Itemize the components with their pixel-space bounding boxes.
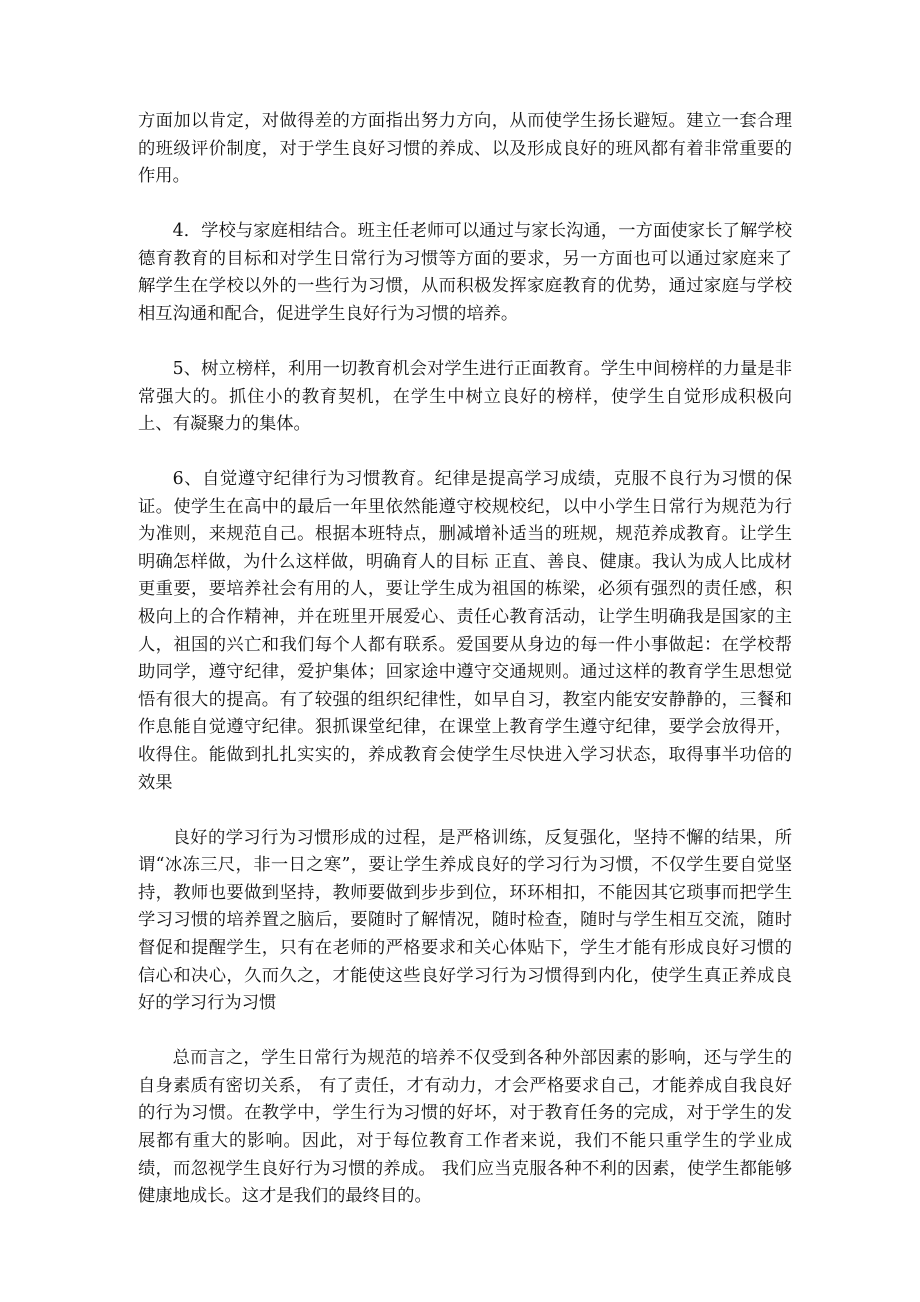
paragraph-role-model: 5、树立榜样，利用一切教育机会对学生进行正面教育。学生中间榜样的力量是非常强大的。抓住小的教育契机，在学生中树立良好的榜样，使学生自觉形成积极向上、有凝聚力的集体。 <box>138 358 792 435</box>
paragraph-discipline: 6、自觉遵守纪律行为习惯教育。纪律是提高学习成绩，克服不良行为习惯的保证。使学生在高中的最后一年里依然能遵守校规校纪，以中小学生日常行为规范为行为准则，来规范自己。根据本班特点，删减增补适当的班规，规范养成教育。让学生明确怎样做，为什么这样做，明确育人的目标 正直、善良、健康。我认为成人比成材更重要，要培养社会有用的人，要让学生成为祖国的栋梁，必须有强烈的责任感，积极向上的合作精神，并在班里开展爱心、责任心教育活动，让学生明确我是国家的主人，祖国的兴亡和我们每个人都有联系。爱国要从身边的每一件小事做起：在学校帮助同学，遵守纪律，爱护集体；回家途中遵守交通规则。通过这样的教育学生思想觉悟有很大的提高。有了较强的组织纪律性，如早自习，教室内能安安静静的，三餐和作息能自觉遵守纪律。狠抓课堂纪律，在课堂上教育学生遵守纪律，要学会放得开，收得住。能做到扎扎实实的，养成教育会使学生尽快进入学习状态，取得事半功倍的效果 <box>138 469 792 793</box>
document-body <box>138 108 792 1238</box>
paragraph-study-habits: 良好的学习行为习惯形成的过程，是严格训练，反复强化，坚持不懈的结果，所谓“冰冻三尺，非一日之寒”，要让学生养成良好的学习行为习惯，不仅学生要自觉坚持，教师也要做到坚持，教师要做到步步到位，环环相扣，不能因其它琐事而把学生学习习惯的培养置之脑后，要随时了解情况，随时检查，随时与学生相互交流，随时督促和提醒学生，只有在老师的严格要求和关心体贴下，学生才能有形成良好习惯的信心和决心，久而久之，才能使这些良好学习行为习惯得到内化，使学生真正养成良好的学习行为习惯 <box>138 827 792 1014</box>
paragraph-school-family: 4．学校与家庭相结合。班主任老师可以通过与家长沟通，一方面使家长了解学校德育教育的目标和对学生日常行为习惯等方面的要求，另一方面也可以通过家庭来了解学生在学校以外的一些行为习惯，从而积极发挥家庭教育的优势，通过家庭与学校相互沟通和配合，促进学生良好行为习惯的培养。 <box>138 221 792 324</box>
paragraph-conclusion: 总而言之，学生日常行为规范的培养不仅受到各种外部因素的影响，还与学生的自身素质有密切关系， 有了责任，才有动力，才会严格要求自己，才能养成自我良好的行为习惯。在教学中，学生行为习惯的好坏，对于教育任务的完成，对于学生的发展都有重大的影响。因此，对于每位教育工作者来说，我们不能只重学生的学业成绩，而忽视学生良好行为习惯的养成。 我们应当克服各种不利的因素，使学生都能够健康地成长。这才是我们的最终目的。 <box>138 1048 792 1207</box>
paragraph-continuation: 方面加以肯定，对做得差的方面指出努力方向，从而使学生扬长避短。建立一套合理的班级评价制度，对于学生良好习惯的养成、以及形成良好的班风都有着非常重要的作用。 <box>138 111 792 187</box>
